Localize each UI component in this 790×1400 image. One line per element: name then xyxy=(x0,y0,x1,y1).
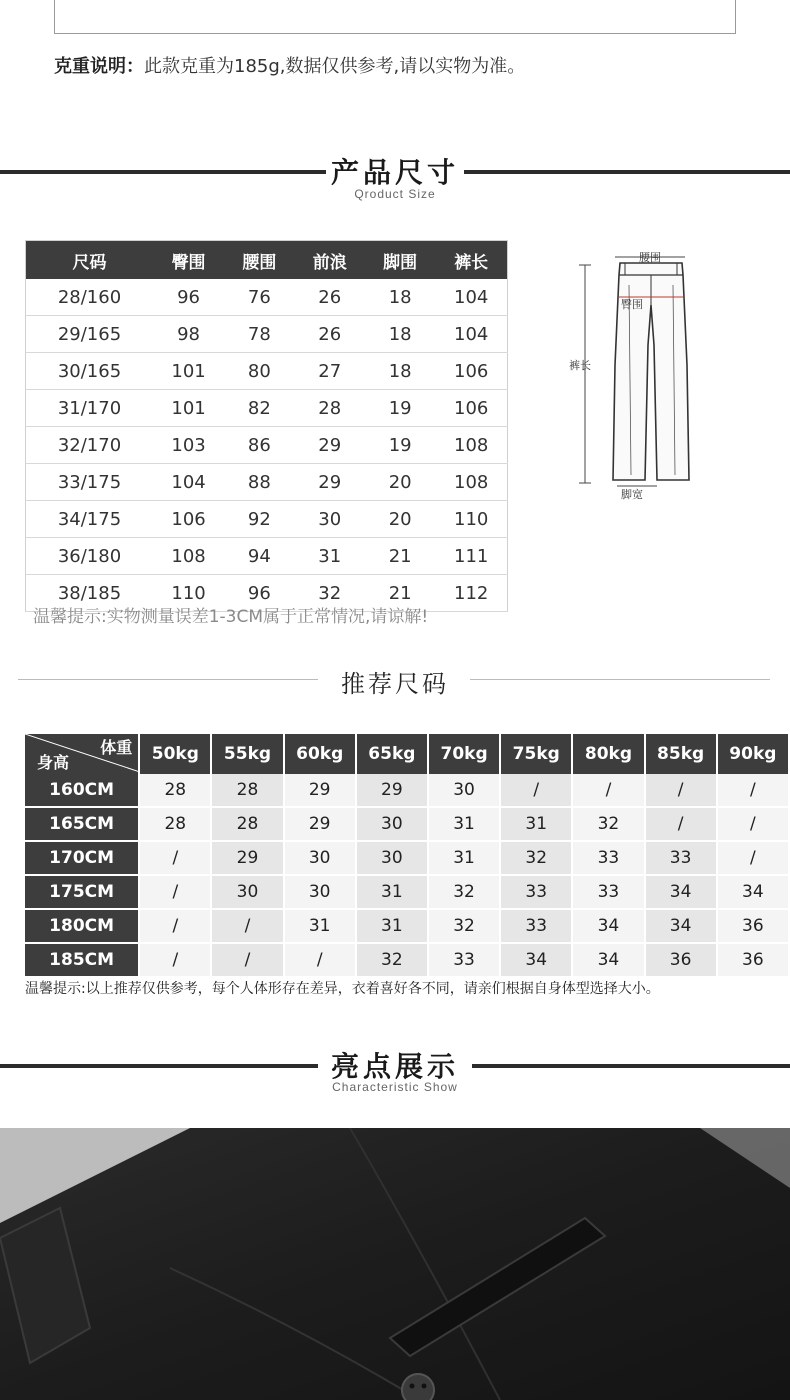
table-cell: 33 xyxy=(500,909,572,943)
table-row xyxy=(25,943,789,977)
table-cell: 32 xyxy=(356,943,428,977)
table-cell: / xyxy=(717,774,789,807)
weight-col-header: 75kg xyxy=(500,734,572,774)
table-cell: 18 xyxy=(365,353,435,390)
size-table-body xyxy=(26,279,508,612)
table-cell: / xyxy=(139,909,211,943)
table-cell: / xyxy=(284,943,356,977)
table-cell: 31 xyxy=(356,875,428,909)
size-table xyxy=(25,240,508,612)
table-cell: 108 xyxy=(435,427,507,464)
table-cell: 33 xyxy=(428,943,500,977)
section-divider-left xyxy=(0,170,326,174)
table-cell: 33 xyxy=(572,841,644,875)
size-col-header: 尺码 xyxy=(26,241,154,280)
table-row xyxy=(26,316,508,353)
table-cell: 30 xyxy=(211,875,283,909)
table-cell: 86 xyxy=(224,427,294,464)
size-table-header xyxy=(26,241,508,280)
table-row xyxy=(25,841,789,875)
table-cell: / xyxy=(717,841,789,875)
table-cell: 96 xyxy=(153,279,224,316)
weight-col-header: 85kg xyxy=(645,734,717,774)
table-cell: 28 xyxy=(211,774,283,807)
table-cell: 30 xyxy=(356,841,428,875)
table-cell: / xyxy=(572,774,644,807)
table-row xyxy=(26,501,508,538)
corner-weight-label: 体重 xyxy=(100,738,133,757)
table-cell: 88 xyxy=(224,464,294,501)
highlight-section-title: 亮点展示 xyxy=(330,1050,459,1083)
table-cell: 28 xyxy=(139,807,211,841)
table-cell: 31 xyxy=(428,807,500,841)
table-cell: 26 xyxy=(295,316,365,353)
table-cell: 92 xyxy=(224,501,294,538)
table-cell: 32 xyxy=(295,575,365,612)
weight-col-header: 90kg xyxy=(717,734,789,774)
table-row xyxy=(26,353,508,390)
table-cell: 111 xyxy=(435,538,507,575)
table-cell: 31 xyxy=(284,909,356,943)
table-cell: / xyxy=(645,774,717,807)
table-cell: 104 xyxy=(153,464,224,501)
table-cell: 96 xyxy=(224,575,294,612)
table-cell: 36 xyxy=(645,943,717,977)
height-row-header: 170CM xyxy=(25,841,139,875)
table-cell: / xyxy=(139,875,211,909)
measurement-tip: 温馨提示:实物测量误差1-3CM属于正常情况,请谅解! xyxy=(33,607,429,627)
height-row-header: 165CM xyxy=(25,807,139,841)
section-divider-right xyxy=(464,170,790,174)
table-cell: 34 xyxy=(500,943,572,977)
table-row xyxy=(26,464,508,501)
highlight-divider-left xyxy=(0,1064,318,1068)
button-icon xyxy=(402,1374,434,1400)
table-cell: 82 xyxy=(224,390,294,427)
table-cell: 29 xyxy=(295,464,365,501)
table-row xyxy=(25,807,789,841)
table-cell: 19 xyxy=(365,427,435,464)
table-cell: 20 xyxy=(365,501,435,538)
table-cell: 33 xyxy=(500,875,572,909)
table-cell: / xyxy=(500,774,572,807)
table-cell: 28 xyxy=(295,390,365,427)
table-cell: / xyxy=(139,841,211,875)
top-frame xyxy=(54,0,736,34)
weight-note-text: 此款克重为185g,数据仅供参考,请以实物为准。 xyxy=(144,56,526,77)
table-cell: 34 xyxy=(645,875,717,909)
table-cell: 26 xyxy=(295,279,365,316)
table-cell: 30 xyxy=(356,807,428,841)
size-col-header: 前浪 xyxy=(295,241,365,280)
highlight-section-subtitle: Characteristic Show xyxy=(332,1080,458,1094)
table-cell: 104 xyxy=(435,279,507,316)
table-cell: / xyxy=(645,807,717,841)
table-cell: 29 xyxy=(295,427,365,464)
table-cell: / xyxy=(211,943,283,977)
table-cell: 36 xyxy=(717,943,789,977)
height-row-header: 175CM xyxy=(25,875,139,909)
table-cell: 30 xyxy=(284,875,356,909)
rec-section-title: 推荐尺码 xyxy=(341,670,449,698)
size-col-header: 臀围 xyxy=(153,241,224,280)
table-cell: / xyxy=(211,909,283,943)
table-cell: 34 xyxy=(572,943,644,977)
recommendation-table xyxy=(25,734,790,978)
corner-height-label: 身高 xyxy=(37,753,70,772)
size-section-subtitle: Qroduct Size xyxy=(354,187,436,201)
table-cell: 108 xyxy=(153,538,224,575)
table-cell: 33/175 xyxy=(26,464,154,501)
table-cell: 78 xyxy=(224,316,294,353)
table-cell: 32 xyxy=(500,841,572,875)
diagram-waist-label: 腰围 xyxy=(639,251,661,264)
table-row xyxy=(26,390,508,427)
table-cell: 28 xyxy=(211,807,283,841)
table-cell: 31 xyxy=(500,807,572,841)
table-cell: 18 xyxy=(365,316,435,353)
table-cell: 76 xyxy=(224,279,294,316)
table-cell: 31 xyxy=(295,538,365,575)
table-cell: 30/165 xyxy=(26,353,154,390)
table-cell: 29 xyxy=(284,774,356,807)
table-cell: 21 xyxy=(365,538,435,575)
table-cell: 101 xyxy=(153,390,224,427)
table-cell: 30 xyxy=(428,774,500,807)
weight-col-header: 55kg xyxy=(211,734,283,774)
table-cell: 80 xyxy=(224,353,294,390)
recommendation-tip: 温馨提示:以上推荐仅供参考，每个人体形存在差异，衣着喜好各不同，请亲们根据自身体型选择大小。 xyxy=(25,981,660,997)
table-cell: 27 xyxy=(295,353,365,390)
weight-col-header: 65kg xyxy=(356,734,428,774)
table-cell: 94 xyxy=(224,538,294,575)
table-cell: 106 xyxy=(435,353,507,390)
table-cell: 29 xyxy=(284,807,356,841)
table-cell: 19 xyxy=(365,390,435,427)
size-col-header: 裤长 xyxy=(435,241,507,280)
table-cell: 34 xyxy=(572,909,644,943)
table-row xyxy=(25,875,789,909)
trousers-detail-photo xyxy=(0,1128,790,1400)
table-cell: 98 xyxy=(153,316,224,353)
table-cell: 34 xyxy=(645,909,717,943)
table-cell: 36/180 xyxy=(26,538,154,575)
table-cell: 36 xyxy=(717,909,789,943)
size-col-header: 腰围 xyxy=(224,241,294,280)
table-cell: 29 xyxy=(211,841,283,875)
weight-col-header: 50kg xyxy=(139,734,211,774)
table-row xyxy=(26,427,508,464)
table-cell: 112 xyxy=(435,575,507,612)
table-cell: 31/170 xyxy=(26,390,154,427)
weight-note xyxy=(54,52,525,78)
table-cell: 29/165 xyxy=(26,316,154,353)
table-cell: 104 xyxy=(435,316,507,353)
table-cell: 101 xyxy=(153,353,224,390)
table-row xyxy=(25,909,789,943)
table-cell: 30 xyxy=(295,501,365,538)
table-cell: / xyxy=(717,807,789,841)
table-cell: 110 xyxy=(153,575,224,612)
table-cell: 33 xyxy=(645,841,717,875)
table-cell: 32 xyxy=(572,807,644,841)
weight-col-header: 70kg xyxy=(428,734,500,774)
table-row xyxy=(25,774,789,807)
table-cell: 20 xyxy=(365,464,435,501)
table-cell: 108 xyxy=(435,464,507,501)
rec-table-header xyxy=(25,734,789,774)
diagram-hip-label: 臀围 xyxy=(621,298,643,311)
pants-measurement-diagram xyxy=(565,245,715,505)
weight-col-header: 60kg xyxy=(284,734,356,774)
highlight-divider-right xyxy=(472,1064,790,1068)
table-cell: / xyxy=(139,943,211,977)
height-row-header: 185CM xyxy=(25,943,139,977)
weight-col-header: 80kg xyxy=(572,734,644,774)
table-cell: 29 xyxy=(356,774,428,807)
table-cell: 31 xyxy=(356,909,428,943)
table-cell: 110 xyxy=(435,501,507,538)
table-cell: 32 xyxy=(428,875,500,909)
table-cell: 21 xyxy=(365,575,435,612)
table-row xyxy=(26,279,508,316)
height-row-header: 160CM xyxy=(25,774,139,807)
table-cell: 28/160 xyxy=(26,279,154,316)
table-cell: 33 xyxy=(572,875,644,909)
table-cell: 31 xyxy=(428,841,500,875)
table-cell: 34 xyxy=(717,875,789,909)
table-cell: 106 xyxy=(153,501,224,538)
table-cell: 32/170 xyxy=(26,427,154,464)
table-cell: 103 xyxy=(153,427,224,464)
rec-table-body xyxy=(25,774,789,977)
table-cell: 28 xyxy=(139,774,211,807)
table-cell: 106 xyxy=(435,390,507,427)
diagram-hem-label: 脚宽 xyxy=(621,488,643,501)
diagram-length-label: 裤长 xyxy=(569,359,591,372)
rec-table-corner xyxy=(25,734,139,774)
size-section-title: 产品尺寸 xyxy=(330,156,459,189)
table-cell: 30 xyxy=(284,841,356,875)
table-cell: 38/185 xyxy=(26,575,154,612)
size-col-header: 脚围 xyxy=(365,241,435,280)
table-cell: 18 xyxy=(365,279,435,316)
table-cell: 34/175 xyxy=(26,501,154,538)
weight-note-label: 克重说明： xyxy=(54,56,144,77)
height-row-header: 180CM xyxy=(25,909,139,943)
table-cell: 32 xyxy=(428,909,500,943)
table-row xyxy=(26,538,508,575)
